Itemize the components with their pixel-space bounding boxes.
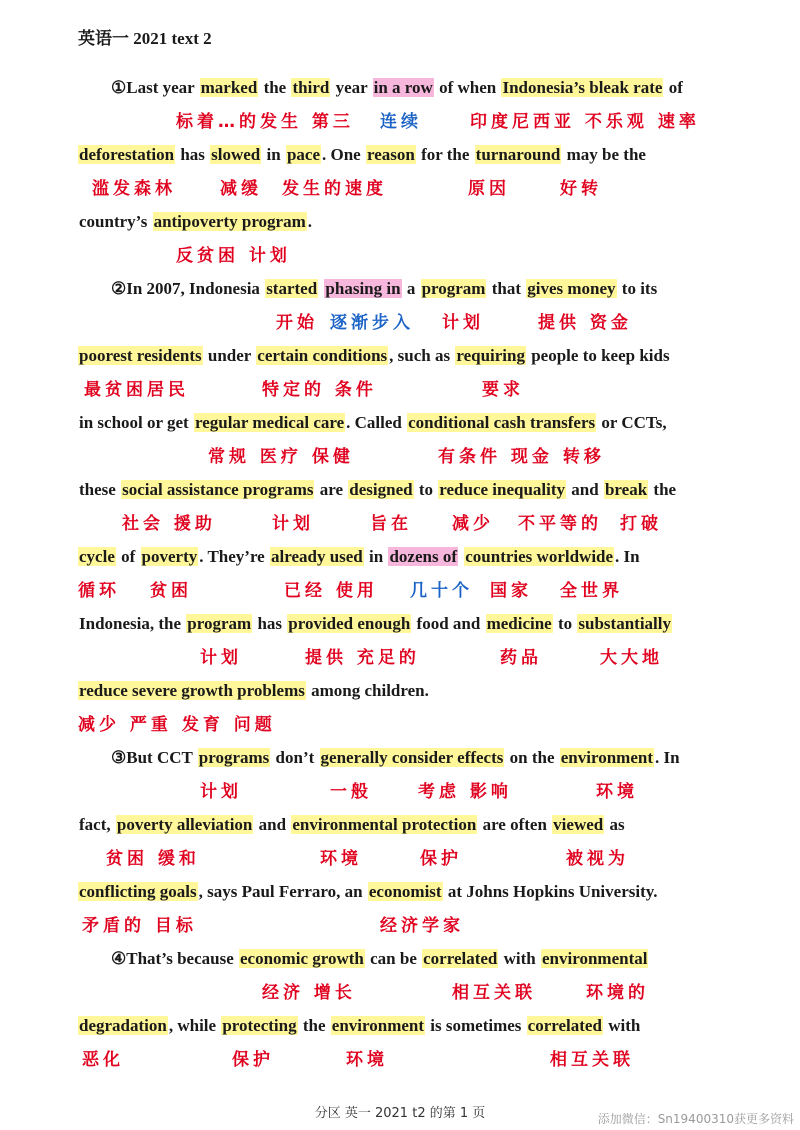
chinese-annotation-line <box>0 710 800 738</box>
chinese-annotation: 逐渐步入 <box>330 313 414 333</box>
chinese-annotation: 环境 <box>346 1050 388 1070</box>
chinese-annotation: 大大地 <box>600 648 663 668</box>
english-text <box>78 1012 641 1040</box>
chinese-annotation: 贫困 缓和 <box>106 849 200 869</box>
english-line <box>0 610 800 638</box>
plain-text: or CCTs, <box>597 413 667 432</box>
chinese-annotation: 矛盾的 目标 <box>82 916 197 936</box>
chinese-annotation: 被视为 <box>566 849 629 869</box>
plain-text: a <box>402 279 420 298</box>
plain-text: . In <box>655 748 680 767</box>
english-text <box>78 476 677 504</box>
highlighted-term: correlated <box>423 949 498 968</box>
chinese-annotation: 相互关联 <box>550 1050 634 1070</box>
highlighted-phrase: in a row <box>373 78 433 97</box>
highlighted-term: generally consider effects <box>320 748 504 767</box>
highlighted-term: poverty alleviation <box>116 815 253 834</box>
chinese-annotation-line <box>0 509 800 537</box>
chinese-annotation: 一般 <box>330 782 372 802</box>
chinese-annotation: 计划 <box>200 782 242 802</box>
highlighted-term: correlated <box>527 1016 602 1035</box>
plain-text: ④That’s because <box>111 949 239 968</box>
english-line <box>0 141 800 169</box>
chinese-annotation-line <box>0 308 800 336</box>
english-text <box>78 342 671 370</box>
plain-text: the <box>259 78 291 97</box>
chinese-annotation: 国家 <box>490 581 532 601</box>
chinese-annotation: 计划 <box>272 514 314 534</box>
plain-text: among children. <box>306 681 429 700</box>
english-line <box>0 409 800 437</box>
plain-text: fact, <box>79 815 115 834</box>
highlighted-term: slowed <box>211 145 261 164</box>
highlighted-term: environment <box>331 1016 425 1035</box>
highlighted-term: program <box>187 614 252 633</box>
plain-text: these <box>79 480 121 499</box>
highlighted-term: social assistance programs <box>122 480 314 499</box>
english-text <box>110 74 684 102</box>
highlighted-term: program <box>421 279 486 298</box>
english-text <box>78 610 672 638</box>
plain-text: ②In 2007, Indonesia <box>111 279 265 298</box>
chinese-annotation: 减少 严重 发育 问题 <box>78 715 276 735</box>
highlighted-term: regular medical care <box>194 413 345 432</box>
highlighted-term: medicine <box>486 614 552 633</box>
plain-text: of <box>664 78 683 97</box>
highlighted-term: environment <box>560 748 654 767</box>
highlighted-term: conditional cash transfers <box>408 413 596 432</box>
plain-text: has <box>253 614 287 633</box>
chinese-annotation-line <box>0 375 800 403</box>
chinese-annotation: 开始 <box>276 313 318 333</box>
plain-text: the <box>649 480 677 499</box>
highlighted-term: reduce severe growth problems <box>79 681 305 700</box>
plain-text: has <box>176 145 210 164</box>
plain-text: . They’re <box>199 547 269 566</box>
chinese-annotation-line <box>0 576 800 604</box>
plain-text: ③But CCT <box>111 748 197 767</box>
chinese-annotation: 要求 <box>482 380 524 400</box>
highlighted-term: pace <box>286 145 320 164</box>
chinese-annotation-line <box>0 241 800 269</box>
chinese-annotation: 计划 <box>200 648 242 668</box>
plain-text: , says Paul Ferraro, an <box>198 882 367 901</box>
highlighted-term: provided enough <box>288 614 411 633</box>
highlighted-term: turnaround <box>475 145 561 164</box>
plain-text: in <box>364 547 388 566</box>
english-line <box>0 677 800 705</box>
chinese-annotation: 连续 <box>380 112 422 132</box>
chinese-annotation: 发生的速度 <box>282 179 387 199</box>
plain-text: to <box>414 480 438 499</box>
plain-text: at Johns Hopkins University. <box>443 882 658 901</box>
plain-text: to <box>553 614 577 633</box>
plain-text: . <box>307 212 313 231</box>
chinese-annotation: 环境 <box>320 849 362 869</box>
chinese-annotation: 全世界 <box>560 581 623 601</box>
highlighted-phrase: dozens of <box>389 547 457 566</box>
plain-text: is sometimes <box>426 1016 526 1035</box>
highlighted-term: reason <box>366 145 415 164</box>
plain-text: can be <box>365 949 422 968</box>
plain-text: are <box>315 480 348 499</box>
plain-text: food and <box>412 614 485 633</box>
highlighted-term: third <box>292 78 330 97</box>
english-line <box>0 543 800 571</box>
highlighted-term: poorest residents <box>79 346 202 365</box>
plain-text: and <box>254 815 291 834</box>
english-text <box>78 141 647 169</box>
english-text <box>78 409 668 437</box>
chinese-annotation: 好转 <box>560 179 602 199</box>
plain-text: , while <box>168 1016 221 1035</box>
chinese-annotation-line <box>0 442 800 470</box>
english-line <box>0 1012 800 1040</box>
plain-text: in <box>262 145 285 164</box>
page-footer: 分区 英一 2021 t2 的第 1 页 <box>314 1106 486 1121</box>
english-text <box>78 543 641 571</box>
chinese-annotation-line <box>0 107 800 135</box>
chinese-annotation: 标着…的发生 第三 <box>176 112 354 132</box>
plain-text: on the <box>505 748 559 767</box>
plain-text: of when <box>434 78 501 97</box>
plain-text: . In <box>615 547 640 566</box>
english-line <box>0 945 800 973</box>
plain-text: ①Last year <box>111 78 199 97</box>
highlighted-term: designed <box>349 480 413 499</box>
english-text <box>78 677 430 705</box>
highlighted-term: already used <box>270 547 363 566</box>
english-text <box>110 275 658 303</box>
chinese-annotation: 环境 <box>596 782 638 802</box>
chinese-annotation: 旨在 <box>370 514 412 534</box>
chinese-annotation: 考虑 影响 <box>418 782 512 802</box>
highlighted-term: economic growth <box>240 949 364 968</box>
highlighted-term: environmental <box>542 949 648 968</box>
watermark: 添加微信：Sn19400310获更多资料 <box>597 1112 794 1126</box>
chinese-annotation: 贫困 <box>150 581 192 601</box>
plain-text: and <box>567 480 603 499</box>
plain-text: with <box>499 949 541 968</box>
plain-text: the <box>298 1016 330 1035</box>
highlighted-term: poverty <box>141 547 198 566</box>
chinese-annotation: 减缓 <box>220 179 262 199</box>
chinese-annotation: 计划 <box>442 313 484 333</box>
plain-text: Indonesia, the <box>79 614 186 633</box>
english-line <box>0 878 800 906</box>
english-text <box>110 945 648 973</box>
plain-text: may be the <box>562 145 646 164</box>
highlighted-term: reduce inequality <box>439 480 566 499</box>
plain-text: for the <box>416 145 474 164</box>
english-line <box>0 811 800 839</box>
english-line <box>0 476 800 504</box>
plain-text: to its <box>617 279 658 298</box>
highlighted-term: degradation <box>79 1016 167 1035</box>
highlighted-term: programs <box>198 748 270 767</box>
english-line <box>0 744 800 772</box>
english-text <box>78 208 313 236</box>
plain-text: of <box>116 547 140 566</box>
chinese-annotation: 提供 资金 <box>538 313 632 333</box>
chinese-annotation: 几十个 <box>410 581 473 601</box>
chinese-annotation: 最贫困居民 <box>84 380 189 400</box>
chinese-annotation-line <box>0 1045 800 1073</box>
highlighted-term: marked <box>200 78 258 97</box>
highlighted-term: break <box>604 480 648 499</box>
highlighted-term: deforestation <box>79 145 175 164</box>
plain-text: . One <box>322 145 365 164</box>
chinese-annotation: 药品 <box>500 648 542 668</box>
plain-text: in school or get <box>79 413 193 432</box>
chinese-annotation: 印度尼西亚 不乐观 速率 <box>470 112 700 132</box>
chinese-annotation: 保护 <box>232 1050 274 1070</box>
highlighted-term: countries worldwide <box>465 547 614 566</box>
highlighted-term: conflicting goals <box>79 882 197 901</box>
english-line <box>0 74 800 102</box>
highlighted-term: viewed <box>553 815 604 834</box>
highlighted-term: gives money <box>527 279 616 298</box>
highlighted-phrase: phasing in <box>325 279 401 298</box>
chinese-annotation: 提供 充足的 <box>305 648 420 668</box>
chinese-annotation: 打破 <box>620 514 662 534</box>
english-line <box>0 275 800 303</box>
english-line <box>0 342 800 370</box>
chinese-annotation: 有条件 现金 转移 <box>438 447 605 467</box>
chinese-annotation-line <box>0 844 800 872</box>
plain-text: , such as <box>389 346 455 365</box>
plain-text: . Called <box>346 413 407 432</box>
english-text <box>78 878 659 906</box>
chinese-annotation: 经济 增长 <box>262 983 356 1003</box>
highlighted-term: antipoverty program <box>153 212 306 231</box>
chinese-annotation: 滥发森林 <box>92 179 176 199</box>
chinese-annotation: 社会 援助 <box>122 514 216 534</box>
plain-text: that <box>487 279 526 298</box>
chinese-annotation: 不平等的 <box>518 514 602 534</box>
chinese-annotation: 减少 <box>452 514 494 534</box>
chinese-annotation-line <box>0 777 800 805</box>
plain-text: under <box>203 346 256 365</box>
page-title: 英语一 2021 text 2 <box>78 29 212 48</box>
highlighted-term: requiring <box>456 346 525 365</box>
chinese-annotation: 常规 医疗 保健 <box>208 447 354 467</box>
chinese-annotation: 恶化 <box>82 1050 124 1070</box>
plain-text: don’t <box>271 748 319 767</box>
chinese-annotation-line <box>0 174 800 202</box>
english-text <box>78 811 626 839</box>
highlighted-term: protecting <box>222 1016 297 1035</box>
english-line <box>0 208 800 236</box>
plain-text: are often <box>478 815 552 834</box>
highlighted-term: Indonesia’s bleak rate <box>502 78 663 97</box>
chinese-annotation: 相互关联 <box>452 983 536 1003</box>
chinese-annotation-line <box>0 643 800 671</box>
plain-text: country’s <box>79 212 152 231</box>
chinese-annotation: 原因 <box>468 179 510 199</box>
chinese-annotation: 循环 <box>78 581 120 601</box>
highlighted-term: started <box>266 279 318 298</box>
english-text <box>110 744 681 772</box>
plain-text: people to keep kids <box>526 346 670 365</box>
highlighted-term: economist <box>368 882 442 901</box>
chinese-annotation: 保护 <box>420 849 462 869</box>
plain-text: with <box>603 1016 641 1035</box>
highlighted-term: substantially <box>578 614 671 633</box>
chinese-annotation: 反贫困 计划 <box>176 246 291 266</box>
chinese-annotation: 环境的 <box>586 983 649 1003</box>
plain-text: year <box>331 78 372 97</box>
chinese-annotation-line <box>0 978 800 1006</box>
chinese-annotation: 已经 使用 <box>284 581 378 601</box>
highlighted-term: certain conditions <box>257 346 388 365</box>
chinese-annotation: 经济学家 <box>380 916 464 936</box>
highlighted-term: environmental protection <box>292 815 477 834</box>
highlighted-term: cycle <box>79 547 115 566</box>
plain-text: as <box>605 815 625 834</box>
chinese-annotation-line <box>0 911 800 939</box>
chinese-annotation: 特定的 条件 <box>262 380 377 400</box>
